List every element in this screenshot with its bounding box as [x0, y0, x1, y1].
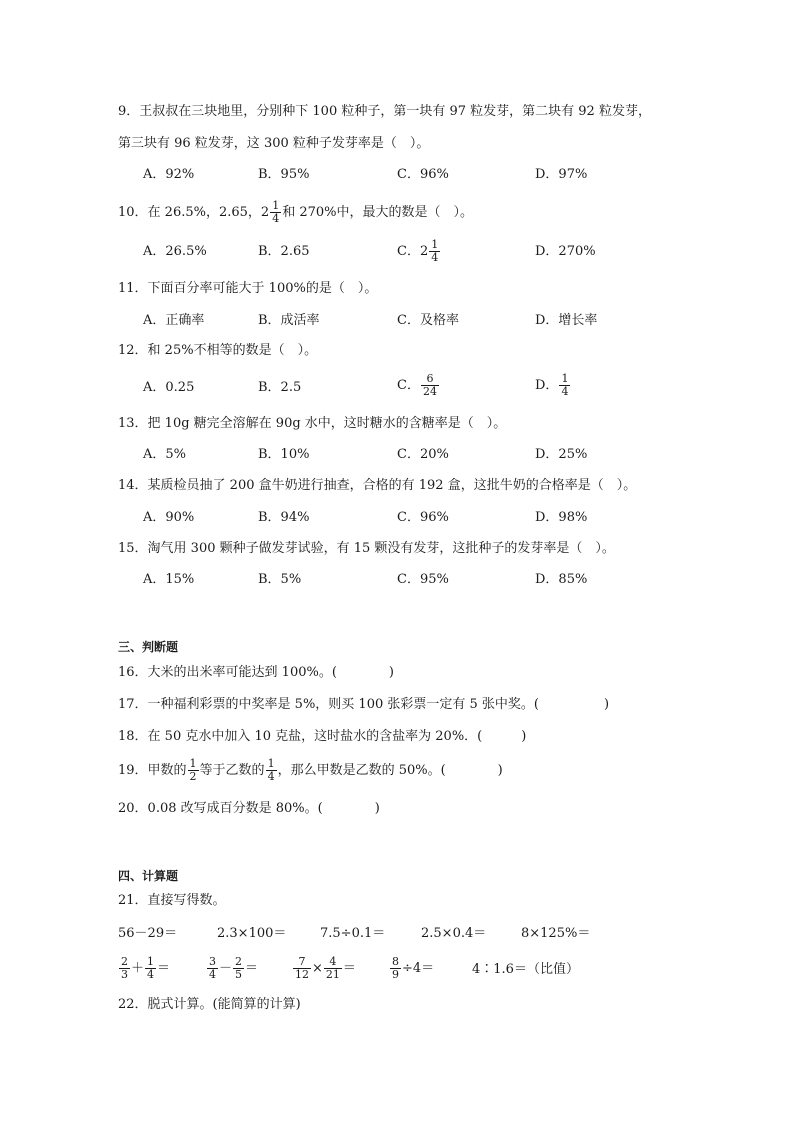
q14-option-b: B．94%	[258, 510, 310, 525]
calc-r2-e1-frac1	[119, 956, 130, 981]
q12-option-b: B．2.5	[258, 380, 302, 395]
q12-option-c-fraction	[421, 373, 439, 398]
calc-r2-e1-n1: 2	[121, 955, 128, 968]
q9-option-c: C．96%	[397, 167, 449, 182]
q16: 16．大米的出米率可能达到 100%。( )	[118, 665, 394, 680]
calc-r2-e2-d1: 4	[209, 968, 216, 981]
q10-den: 4	[272, 212, 280, 225]
q12-option-c-den: 24	[422, 385, 437, 398]
q15-option-b: B．5%	[258, 572, 302, 587]
calc-r2-e1-d2: 4	[147, 968, 155, 981]
calc-r2-e4-tail: ÷4＝	[402, 961, 435, 976]
calc-r2-e1-frac2	[145, 956, 156, 981]
q9-option-d: D．97%	[535, 167, 588, 182]
q10-fraction	[270, 200, 281, 225]
q19-prefix: 19．甲数的	[118, 763, 187, 778]
calc-row1-item-1: 56－29＝	[118, 926, 178, 941]
q13-option-c: C．20%	[397, 447, 449, 462]
calc-r2-e1-eq: ＝	[157, 961, 171, 976]
q9-line1: 9．王叔叔在三块地里，分别种下 100 粒种子，第一块有 97 粒发芽，第二块有 92 粒发芽，	[118, 104, 651, 119]
calc-r2-e2-n2: 2	[235, 955, 243, 968]
calc-r2-e4-n1: 8	[392, 955, 399, 968]
calc-r2-e3-n2: 4	[324, 956, 342, 969]
q20: 20．0.08 改写成百分数是 80%。( )	[118, 801, 380, 816]
calc-row2-item-1	[118, 954, 170, 984]
q13-stem: 13．把 10g 糖完全溶解在 90g 水中，这时糖水的含糖率是（ ）。	[118, 416, 507, 431]
calc-r2-e2-n1: 3	[209, 955, 216, 968]
calc-r2-e3-frac2	[324, 956, 342, 981]
q13-option-b: B．10%	[258, 447, 310, 462]
q12-option-c-num: 6	[421, 373, 439, 386]
calc-r2-e3-n1: 7	[293, 956, 311, 969]
calc-r2-e1-n2: 1	[147, 955, 155, 968]
q19-fraction-1	[188, 758, 199, 783]
q9-option-a: A．92%	[143, 167, 195, 182]
calc-row2-item-2	[206, 954, 258, 984]
q19-suffix: ，那么甲数是乙数的 50%。( )	[277, 763, 503, 778]
q12-option-d-num: 1	[561, 372, 569, 385]
q10-option-c-fraction	[429, 239, 440, 264]
q13-option-a: A．5%	[143, 447, 187, 462]
q11-option-b: B．成活率	[258, 313, 320, 328]
q21: 21．直接写得数。	[118, 893, 226, 908]
q15-option-d: D．85%	[535, 572, 588, 587]
q14-stem: 14．某质检员抽了 200 盒牛奶进行抽查，合格的有 192 盒，这批牛奶的合格率是（ ）。	[118, 478, 637, 493]
calc-row1-item-5: 8×125%＝	[521, 926, 591, 941]
q11-stem: 11．下面百分率可能大于 100%的是（ ）。	[118, 281, 378, 296]
q19-fraction-2	[266, 758, 277, 783]
calc-row2-item-3	[292, 954, 356, 984]
q11-option-c: C．及格率	[397, 313, 459, 328]
calc-r2-e3-eq: ＝	[342, 961, 356, 976]
calc-r2-e3-d2: 21	[325, 968, 340, 981]
calc-row2-item-4	[389, 954, 434, 984]
q10-num: 1	[272, 199, 280, 212]
q14-option-c: C．96%	[397, 510, 449, 525]
q22: 22．脱式计算。(能简算的计算)	[118, 997, 301, 1012]
q10-option-b: B．2.65	[258, 244, 310, 259]
calc-r2-e3-op: ×	[312, 961, 323, 976]
q15-option-c: C．95%	[397, 572, 449, 587]
q12-option-c	[397, 371, 440, 401]
q10-stem	[118, 200, 473, 225]
q10-whole: 2	[260, 205, 270, 220]
q12-stem: 12．和 25%不相等的数是（ ）。	[118, 343, 318, 358]
q11-option-a: A．正确率	[143, 313, 205, 328]
q19-den-2: 4	[267, 770, 275, 783]
section3-title: 三、判断题	[118, 640, 179, 654]
q10-suffix: 和 270%中，最大的数是（ ）。	[282, 205, 474, 220]
q10-mixed-number	[261, 200, 282, 225]
q17: 17．一种福利彩票的中奖率是 5%，则买 100 张彩票一定有 5 张中奖。( )	[118, 697, 610, 712]
q12-option-d-fraction	[559, 373, 570, 398]
q12-option-d	[535, 371, 571, 401]
q9-option-b: B．95%	[258, 167, 310, 182]
section4-title: 四、计算题	[118, 869, 179, 883]
q9-line2: 第三块有 96 粒发芽，这 300 粒种子发芽率是（ ）。	[118, 136, 430, 151]
q10-option-c-whole: 2	[419, 244, 429, 259]
q19-num-1: 1	[189, 757, 197, 770]
calc-row1-item-2: 2.3×100＝	[217, 926, 287, 941]
calc-r2-e2-d2: 5	[235, 968, 243, 981]
calc-r2-e2-frac2	[233, 956, 244, 981]
q10-option-c-label: C．	[397, 244, 420, 259]
q12-option-d-label: D．	[535, 378, 559, 393]
calc-r2-e3-frac1	[293, 956, 311, 981]
q10-option-c	[397, 238, 441, 266]
q19-den-1: 2	[189, 770, 197, 783]
calc-r2-e2-op: －	[219, 961, 233, 976]
calc-r2-e4-frac	[390, 956, 401, 981]
calc-r2-e4-d1: 9	[392, 968, 399, 981]
q13-option-d: D．25%	[535, 447, 588, 462]
calc-row1-item-4: 2.5×0.4＝	[421, 926, 487, 941]
q15-option-a: A．15%	[143, 572, 195, 587]
q10-option-c-num: 1	[431, 238, 439, 251]
q14-option-d: D．98%	[535, 510, 588, 525]
q18: 18．在 50 克水中加入 10 克盐，这时盐水的含盐率为 20%．( )	[118, 729, 527, 744]
calc-row1-item-3: 7.5÷0.1＝	[320, 926, 386, 941]
q12-option-a: A．0.25	[143, 380, 195, 395]
q10-option-c-den: 4	[431, 251, 439, 264]
calc-r2-e2-eq: ＝	[245, 961, 259, 976]
q12-option-d-den: 4	[561, 385, 569, 398]
q10-prefix: 10．在 26.5%，2.65，	[118, 205, 261, 220]
q10-option-d: D．270%	[535, 244, 596, 259]
q14-option-a: A．90%	[143, 510, 195, 525]
calc-r2-e3-d1: 12	[295, 968, 309, 981]
q11-option-d: D．增长率	[535, 313, 598, 328]
q15-stem: 15．淘气用 300 颗种子做发芽试验，有 15 颗没有发芽，这批种子的发芽率是（ ）。	[118, 541, 615, 556]
calc-r2-e1-op: ＋	[131, 961, 145, 976]
calc-r2-e1-d1: 3	[121, 968, 128, 981]
calc-row2-item-5: 4∶1.6＝（比值）	[472, 962, 579, 977]
q19-mid: 等于乙数的	[199, 763, 265, 778]
q19	[118, 757, 503, 785]
calc-r2-e2-frac1	[207, 956, 218, 981]
q10-option-a: A．26.5%	[143, 244, 207, 259]
q12-option-c-label: C．	[397, 378, 420, 393]
q19-num-2: 1	[267, 757, 275, 770]
